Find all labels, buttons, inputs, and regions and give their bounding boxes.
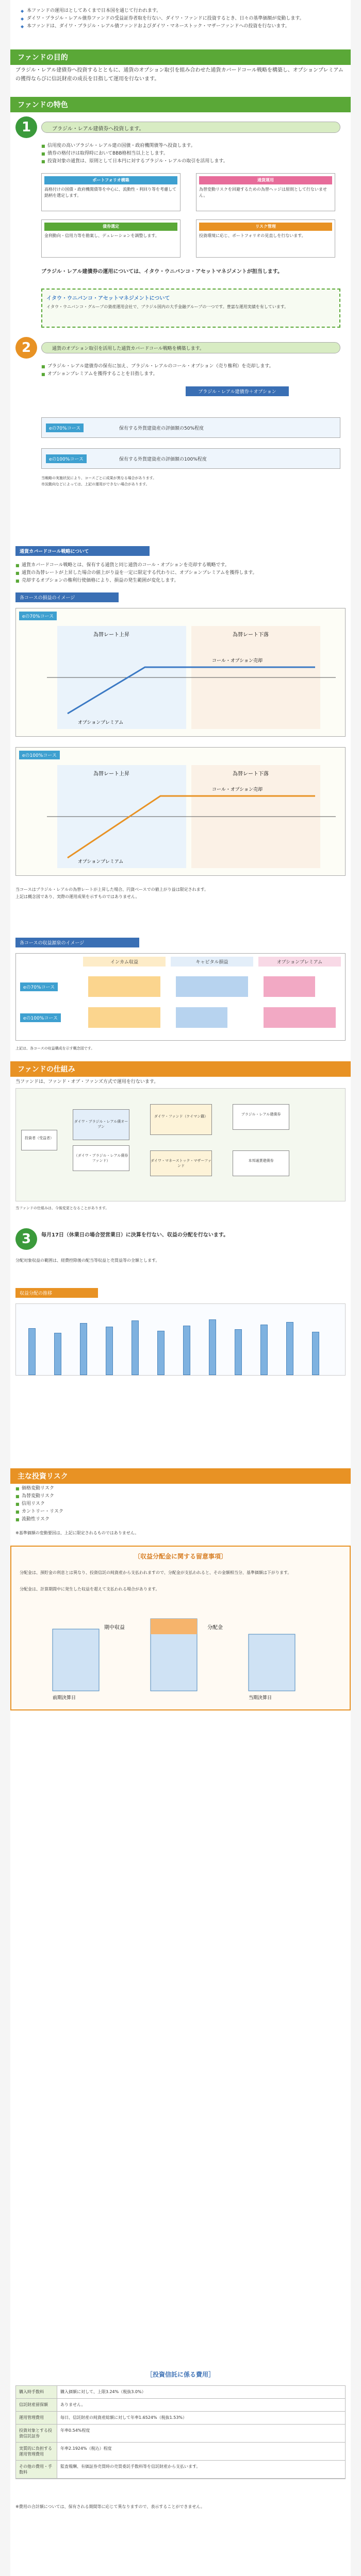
- course-tag: eの70%コース: [46, 423, 84, 432]
- course-pill: eの70%コース: [19, 612, 57, 620]
- bars-title: 収益分配の推移: [15, 1288, 98, 1298]
- left-gutter: [0, 0, 10, 2576]
- purpose-text: ブラジル・レアル建債券へ投資するとともに、通貨のオプション取引を組み合わせた通貨カバードコール戦略を構築し、オプションプレミアムの獲得ならびに信託財産の成長を目指して運用を行ないます。: [15, 67, 343, 82]
- box-title: リスク管理: [199, 223, 332, 231]
- fill-block: [176, 976, 248, 997]
- dist-bar: [106, 1327, 113, 1375]
- course-tag: eの100%コース: [46, 454, 87, 463]
- dist-bar: [183, 1326, 190, 1375]
- dist-bar: [286, 1322, 293, 1375]
- fill-block: [88, 1007, 160, 1028]
- intro-line: ◆ ダイワ・プラジル・レアル債券ファンドの受益証券者取を行ない、ダイワ・ファンドに投資するとき、日々の基準価額が変動します。: [21, 15, 340, 23]
- fee-note: ※費用の合計額については、保有される期間等に応じて異なりますので、表示することができません。: [15, 2504, 205, 2509]
- note-line: 上記は概念図であり、実際の運用成果を示すものではありません。: [15, 894, 140, 899]
- covered-notes: [15, 886, 346, 901]
- feature-bullet: ■ 信用度の高いブラジル・レアル建の国債・政府機関債等へ投資します。: [41, 142, 340, 150]
- dist-title: 〔収益分配金に関する留意事項〕: [134, 1553, 227, 1560]
- feature-bullet: ■ オプションプレミアムを獲得することを目指します。: [41, 370, 340, 378]
- box-title: 通貨運用: [199, 176, 332, 184]
- fee-title: ［投資信託に係る費用］: [146, 2371, 215, 2378]
- fee-key: 運用管理費用: [16, 2412, 57, 2424]
- note-line: 市況動向などによっては、上記の運用ができない場合があります。: [41, 482, 150, 486]
- scheme-box: （ダイワ・ブラジル・レアル債券ファンド）: [73, 1145, 129, 1171]
- feature-number-2: 2: [15, 337, 37, 359]
- fee-key: 購入時手数料: [16, 2386, 57, 2398]
- box-title: 債券選定: [44, 223, 177, 231]
- scheme-box: ダイワ・ファンド（ケイマン籍）: [150, 1104, 212, 1135]
- feature-3-text: 分配対象収益の範囲は、経費控除後の配当等収益と売買益等の全額とします。: [15, 1258, 160, 1263]
- feature-2-heading: 通貨のオプション取引を活用した通貨カバードコール戦略を構築します。: [41, 342, 340, 353]
- course-pill: eの100%コース: [19, 751, 60, 759]
- dist-bar: [235, 1329, 242, 1375]
- box-text: 投資環境に応じ、ポートフォリオの見直しを行ないます。: [199, 233, 306, 238]
- note-line: 当戦略の実施状況により、コースごとに成果が異なる場合があります。: [41, 476, 157, 480]
- itau-text: イタウ・ウニバンコ・グループの資産運用会社で、ブラジル国内の大手金融グループの一つです。豊富な運用実績を有しています。: [46, 304, 289, 309]
- course-text: 保有する外貨建資産の評価額の50%程度: [119, 426, 204, 431]
- feature-number-1: 1: [15, 116, 37, 138]
- row-tag: eの70%コース: [20, 982, 58, 991]
- diagram-box: [41, 173, 180, 211]
- label-premium: オプションプレミアム: [78, 720, 124, 725]
- course-row: [41, 417, 340, 438]
- fill-block: [264, 1007, 336, 1028]
- covered-lines: [15, 562, 346, 585]
- feature-1-note: ブラジル・レアル建債券の運用については、イタウ・ウニバンコ・アセットマネジメントが担当します。: [41, 269, 283, 275]
- risk-item: ■ 信用リスク: [15, 1500, 346, 1508]
- course-row: [41, 448, 340, 469]
- payoff-panel: [15, 608, 346, 737]
- fee-key: 信託財産留保額: [16, 2399, 57, 2411]
- fee-row: [16, 2386, 345, 2399]
- diagram-label: ブラジル・レアル建債券＋オプション: [186, 386, 289, 396]
- right-gutter: [351, 0, 361, 2576]
- fee-value: 年率2.1924%（税込）程度: [57, 2443, 345, 2460]
- payoff-chart: [16, 621, 346, 734]
- fee-row: [16, 2425, 345, 2443]
- intro-line: ◆ 本ファンドの運用はとしてあくまで日本国を通じて行われます。: [21, 7, 340, 15]
- fee-value: 毎日、信託財産の純資産総額に対して年率1.6524%（税抜1.53%）: [57, 2412, 345, 2424]
- covered-title: 通貨カバードコール戦略について: [15, 546, 150, 556]
- row-tag: eの100%コース: [20, 1013, 61, 1022]
- box-text: 高格付けの国債・政府機関債等を中心に、流動性・利回り等を考慮して銘柄を選定します。: [44, 187, 176, 198]
- feature-2-bullets: [41, 363, 340, 378]
- profit-grid: [15, 953, 346, 1041]
- dist-block: [151, 1619, 197, 1634]
- fee-row: [16, 2399, 345, 2412]
- fill-block: [264, 976, 315, 997]
- risk-item: ■ 為替変動リスク: [15, 1493, 346, 1500]
- feature-bullet: ■ 債券の格付けは取得時においてBBB格相当以上とします。: [41, 150, 340, 158]
- dist-diagram: [32, 1603, 331, 1701]
- diagram-box: [41, 219, 180, 258]
- dist-bar: [132, 1320, 139, 1375]
- scheme-box: ダイワ・マネーストック・マザーファンド: [150, 1150, 212, 1176]
- fee-table: [15, 2385, 346, 2479]
- label-premium: オプションプレミアム: [78, 859, 124, 865]
- notes: [41, 475, 340, 487]
- section-risk-title: 主な投資リスク: [10, 1468, 351, 1484]
- risk-note: ※基準価額の変動要因は、上記に限定されるものではありません。: [15, 1531, 139, 1535]
- payoff-panel: [15, 747, 346, 876]
- covered-line: ■ 通貨カバードコール戦略とは、保有する通貨と同じ通貨のコール・オプションを売却する戦略です。: [15, 562, 346, 569]
- fee-row: [16, 2443, 345, 2461]
- col-head: インカム収益: [83, 957, 166, 967]
- intro-notes: [21, 7, 340, 30]
- feature-2-diagram: [41, 386, 340, 495]
- profit-note: 上記は、各コースの収益構成を示す概念図です。: [15, 1046, 95, 1050]
- nav-bar: [249, 1634, 295, 1691]
- payoff-chart: [16, 760, 346, 873]
- itau-box: [41, 289, 340, 328]
- dist-panel: [10, 1546, 351, 1710]
- label: 期中収益: [104, 1625, 125, 1631]
- scheme-diagram: [15, 1088, 346, 1201]
- feature-1-diagram: [41, 173, 340, 261]
- dist-bar: [54, 1333, 61, 1375]
- section-features-title: ファンドの特色: [10, 97, 351, 112]
- feature-bullet: ■ ブラジル・レアル建債券の保有に加え、ブラジル・レアルのコール・オプション（売り権利）を売却します。: [41, 363, 340, 370]
- profit-title: 各コースの収益源泉のイメージ: [15, 938, 139, 947]
- feature-1-heading: ブラジル・レアル建債券へ投資します。: [41, 122, 340, 133]
- label-down: 為替レート下落: [233, 632, 269, 638]
- covered-line: ■ 売却するオプションの権利行使価格により、損益の発生範囲が変化します。: [15, 577, 346, 585]
- scheme-box: ダイワ・ブラジル・レアル債オープン: [73, 1109, 129, 1140]
- fee-value: ありません。: [57, 2399, 345, 2411]
- fill-block: [176, 1007, 227, 1028]
- fee-value: 年率0.54%程度: [57, 2425, 345, 2442]
- risk-list: [15, 1485, 346, 1523]
- dist-bar: [80, 1323, 87, 1375]
- diagram-box: [196, 173, 335, 211]
- course-text: 保有する外貨建資産の評価額の100%程度: [119, 457, 207, 462]
- dist-bar: [312, 1332, 319, 1375]
- nav-bar: [53, 1629, 99, 1691]
- col-head: オプションプレミアム: [258, 957, 341, 967]
- col-head: キャピタル損益: [171, 957, 253, 967]
- feature-bullet: ■ 投資対象の通貨は、原則として日本円に対するブラジル・レアルの取引を活用します。: [41, 158, 340, 165]
- fee-key: その他の費用・手数料: [16, 2461, 57, 2478]
- risk-item: ■ 流動性リスク: [15, 1516, 346, 1523]
- fee-row: [16, 2461, 345, 2479]
- dist-bars: [15, 1303, 346, 1376]
- feature-1-bullets: [41, 142, 340, 165]
- risk-item: ■ 価格変動リスク: [15, 1485, 346, 1493]
- feature-number-3: 3: [15, 1228, 37, 1250]
- itau-title: イタウ・ウニバンコ・アセットマネジメントについて: [46, 296, 170, 301]
- fee-key: 投資対象とする投資信託証券: [16, 2425, 57, 2442]
- dist-bar: [209, 1319, 216, 1375]
- label-call: コール・オプション売却: [212, 787, 263, 792]
- fill-block: [88, 976, 160, 997]
- scheme-intro: 当ファンドは、ファンド・オブ・ファンズ方式で運用を行ないます。: [15, 1079, 159, 1084]
- intro-line: ◆ 本ファンドは、ダイワ・ブラジル・レアル債ファンドおよびダイワ・マネーストック・マザーファンドへの投資を行ないます。: [21, 23, 340, 30]
- diagram-box: [196, 219, 335, 258]
- scheme-box: ブラジル・レアル建債券: [233, 1104, 289, 1130]
- label-up: 為替レート上昇: [93, 632, 129, 638]
- section-scheme-title: ファンドの仕組み: [10, 1061, 351, 1077]
- scheme-foot: 当ファンドの仕組みは、今後変更となることがあります。: [15, 1206, 109, 1210]
- scheme-box: 投資者（受益者）: [21, 1130, 57, 1150]
- dist-text: 分配金は、計算期間中に発生した収益を超えて支払われる場合があります。: [20, 1587, 160, 1591]
- dist-text: 分配金は、預貯金の利息とは異なり、投資信託の純資産から支払われますので、分配金が支払われると、その金額相当分、基準価額は下がります。: [20, 1570, 292, 1575]
- label-up: 為替レート上昇: [93, 771, 129, 777]
- fee-value: 購入価額に対して、上限3.24%（税抜3.0%）: [57, 2386, 345, 2398]
- note-line: 当コースはブラジル・レアルの為替レートが上昇した場合、円貨ベースでの値上がり益は限定されます。: [15, 887, 209, 892]
- fee-value: 監査報酬、有価証券売買時の売買委託手数料等を信託財産から支払います。: [57, 2461, 345, 2478]
- chart-1-title: 各コースの損益のイメージ: [15, 592, 119, 602]
- label: 前期決算日: [53, 1696, 76, 1701]
- feature-3-heading: 毎月17日（休業日の場合翌営業日）に決算を行ない、収益の分配を行ないます。: [41, 1232, 229, 1238]
- risk-item: ■ カントリー・リスク: [15, 1508, 346, 1516]
- covered-line: ■ 通貨の為替レートが上昇した場合の値上がり益を一定に限定する代わりに、オプションプレミアムを獲得します。: [15, 569, 346, 577]
- fee-key: 実質的に負担する運用管理費用: [16, 2443, 57, 2460]
- fee-row: [16, 2412, 345, 2425]
- label-call: コール・オプション売却: [212, 658, 263, 664]
- label: 当期決算日: [249, 1696, 272, 1701]
- dist-bar: [157, 1331, 165, 1375]
- label: 分配金: [207, 1625, 223, 1631]
- scheme-box: 本邦通貨建債券: [233, 1150, 289, 1176]
- box-title: ポートフォリオ構築: [44, 176, 177, 184]
- box-text: 金利動向・信用力等を勘案し、デュレーションを調整します。: [44, 233, 159, 238]
- box-text: 為替変動リスクを回避するための為替ヘッジは原則として行ないません。: [199, 187, 327, 198]
- dist-bar: [28, 1328, 36, 1375]
- dist-bar: [260, 1325, 268, 1375]
- label-down: 為替レート下落: [233, 771, 269, 777]
- section-purpose-title: ファンドの目的: [10, 49, 351, 65]
